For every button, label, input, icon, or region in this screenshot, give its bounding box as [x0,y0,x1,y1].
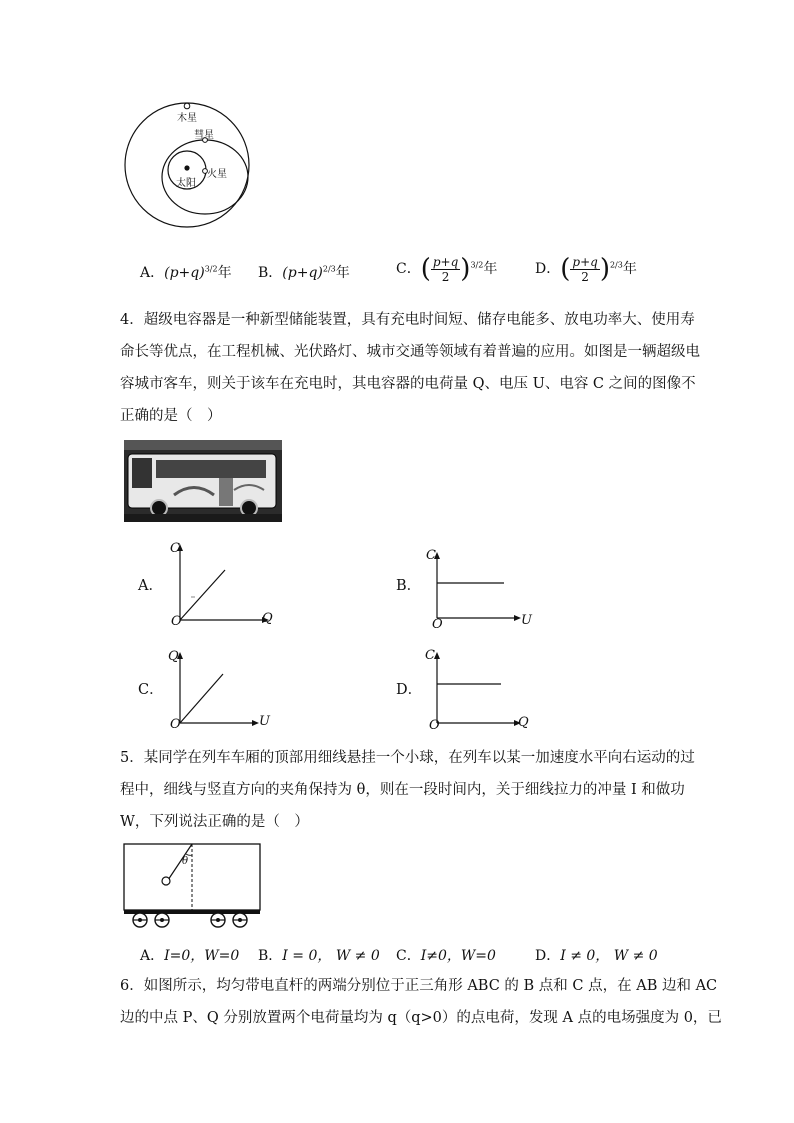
q5-line-3: W，下列说法正确的是（ ） [120,814,309,830]
q5-option-b[interactable]: B．I = 0， W ≠ 0 [258,948,380,964]
q4-graph-c-letter[interactable]: C． [138,682,164,698]
q4-graph-c-xlabel: U [259,714,270,729]
q5-option-c[interactable]: C．I≠0，W=0 [396,948,496,964]
q4-graph-d-xlabel: Q [518,715,529,730]
q3-option-b[interactable]: B．$(p+q)^{2/3}$年 [258,264,350,281]
jupiter-dot [184,103,190,109]
q4-graph-a-ylabel: C [170,541,180,556]
q6-line-2: 边的中点 P、Q 分别放置两个电荷量均为 q（q>0）的点电荷，发现 A 点的电场强度为 0，已 [120,1010,722,1026]
q4-graph-b-xlabel: U [521,613,532,628]
bus-photo [124,440,282,522]
q4-graph-b-ylabel: C [426,548,436,563]
mars-label: 火星 [207,169,227,180]
q5-line-1: 5．某同学在列车车厢的顶部用细线悬挂一个小球，在列车以某一加速度水平向右运动的过 [120,750,695,766]
q4-line-4: 正确的是（ ） [120,408,222,424]
train-car-figure [120,840,270,932]
q4-graph-d-origin: O [429,718,440,733]
q5-line-2: 程中，细线与竖直方向的夹角保持为 θ，则在一段时间内，关于细线拉力的冲量 I 和做功 [120,782,685,798]
q3-option-a[interactable]: A．$(p+q)^{3/2}$年 [140,264,232,281]
sun-label: 太阳 [176,178,196,189]
angle-theta-label: θ [182,856,189,867]
q4-graph-d-letter[interactable]: D． [396,682,423,698]
q4-graph-a-letter[interactable]: A． [138,578,163,594]
q4-line-2: 命长等优点，在工程机械、光伏路灯、城市交通等领域有着普遍的应用。如图是一辆超级电 [120,344,700,360]
q3-option-c[interactable]: C．( $\frac{p+q}{2}$ )$^{3/2}$年 [396,254,498,284]
q4-graph-a-xlabel: Q [262,611,273,626]
q4-line-3: 容城市客车，则关于该车在充电时，其电容器的电荷量 Q、电压 U、电容 C 之间的图像不 [120,376,696,392]
jupiter-label: 木星 [177,113,197,124]
comet-label: 彗星 [194,130,214,141]
q4-graph-b-letter[interactable]: B． [396,578,422,594]
q3-option-d[interactable]: D．( $\frac{p+q}{2}$ )$^{2/3}$年 [535,254,637,284]
q4-graph-c-ylabel: Q [168,649,179,664]
q4-graph-b-origin: O [432,617,443,632]
q5-option-a[interactable]: A．I=0，W=0 [140,948,240,964]
sun-dot [184,165,189,170]
q4-graph-c-origin: O [170,717,181,732]
q5-option-d[interactable]: D．I ≠ 0， W ≠ 0 [535,948,658,964]
q4-graph-d-ylabel: C [425,648,435,663]
q6-line-1: 6．如图所示，均匀带电直杆的两端分别位于正三角形 ABC 的 B 点和 C 点，在 AB 边和 AC [120,978,718,994]
q4-graph-a-origin: O [171,614,182,629]
q4-line-1: 4．超级电容器是一种新型储能装置，具有充电时间短、储存电能多、放电功率大、使用寿 [120,312,695,328]
